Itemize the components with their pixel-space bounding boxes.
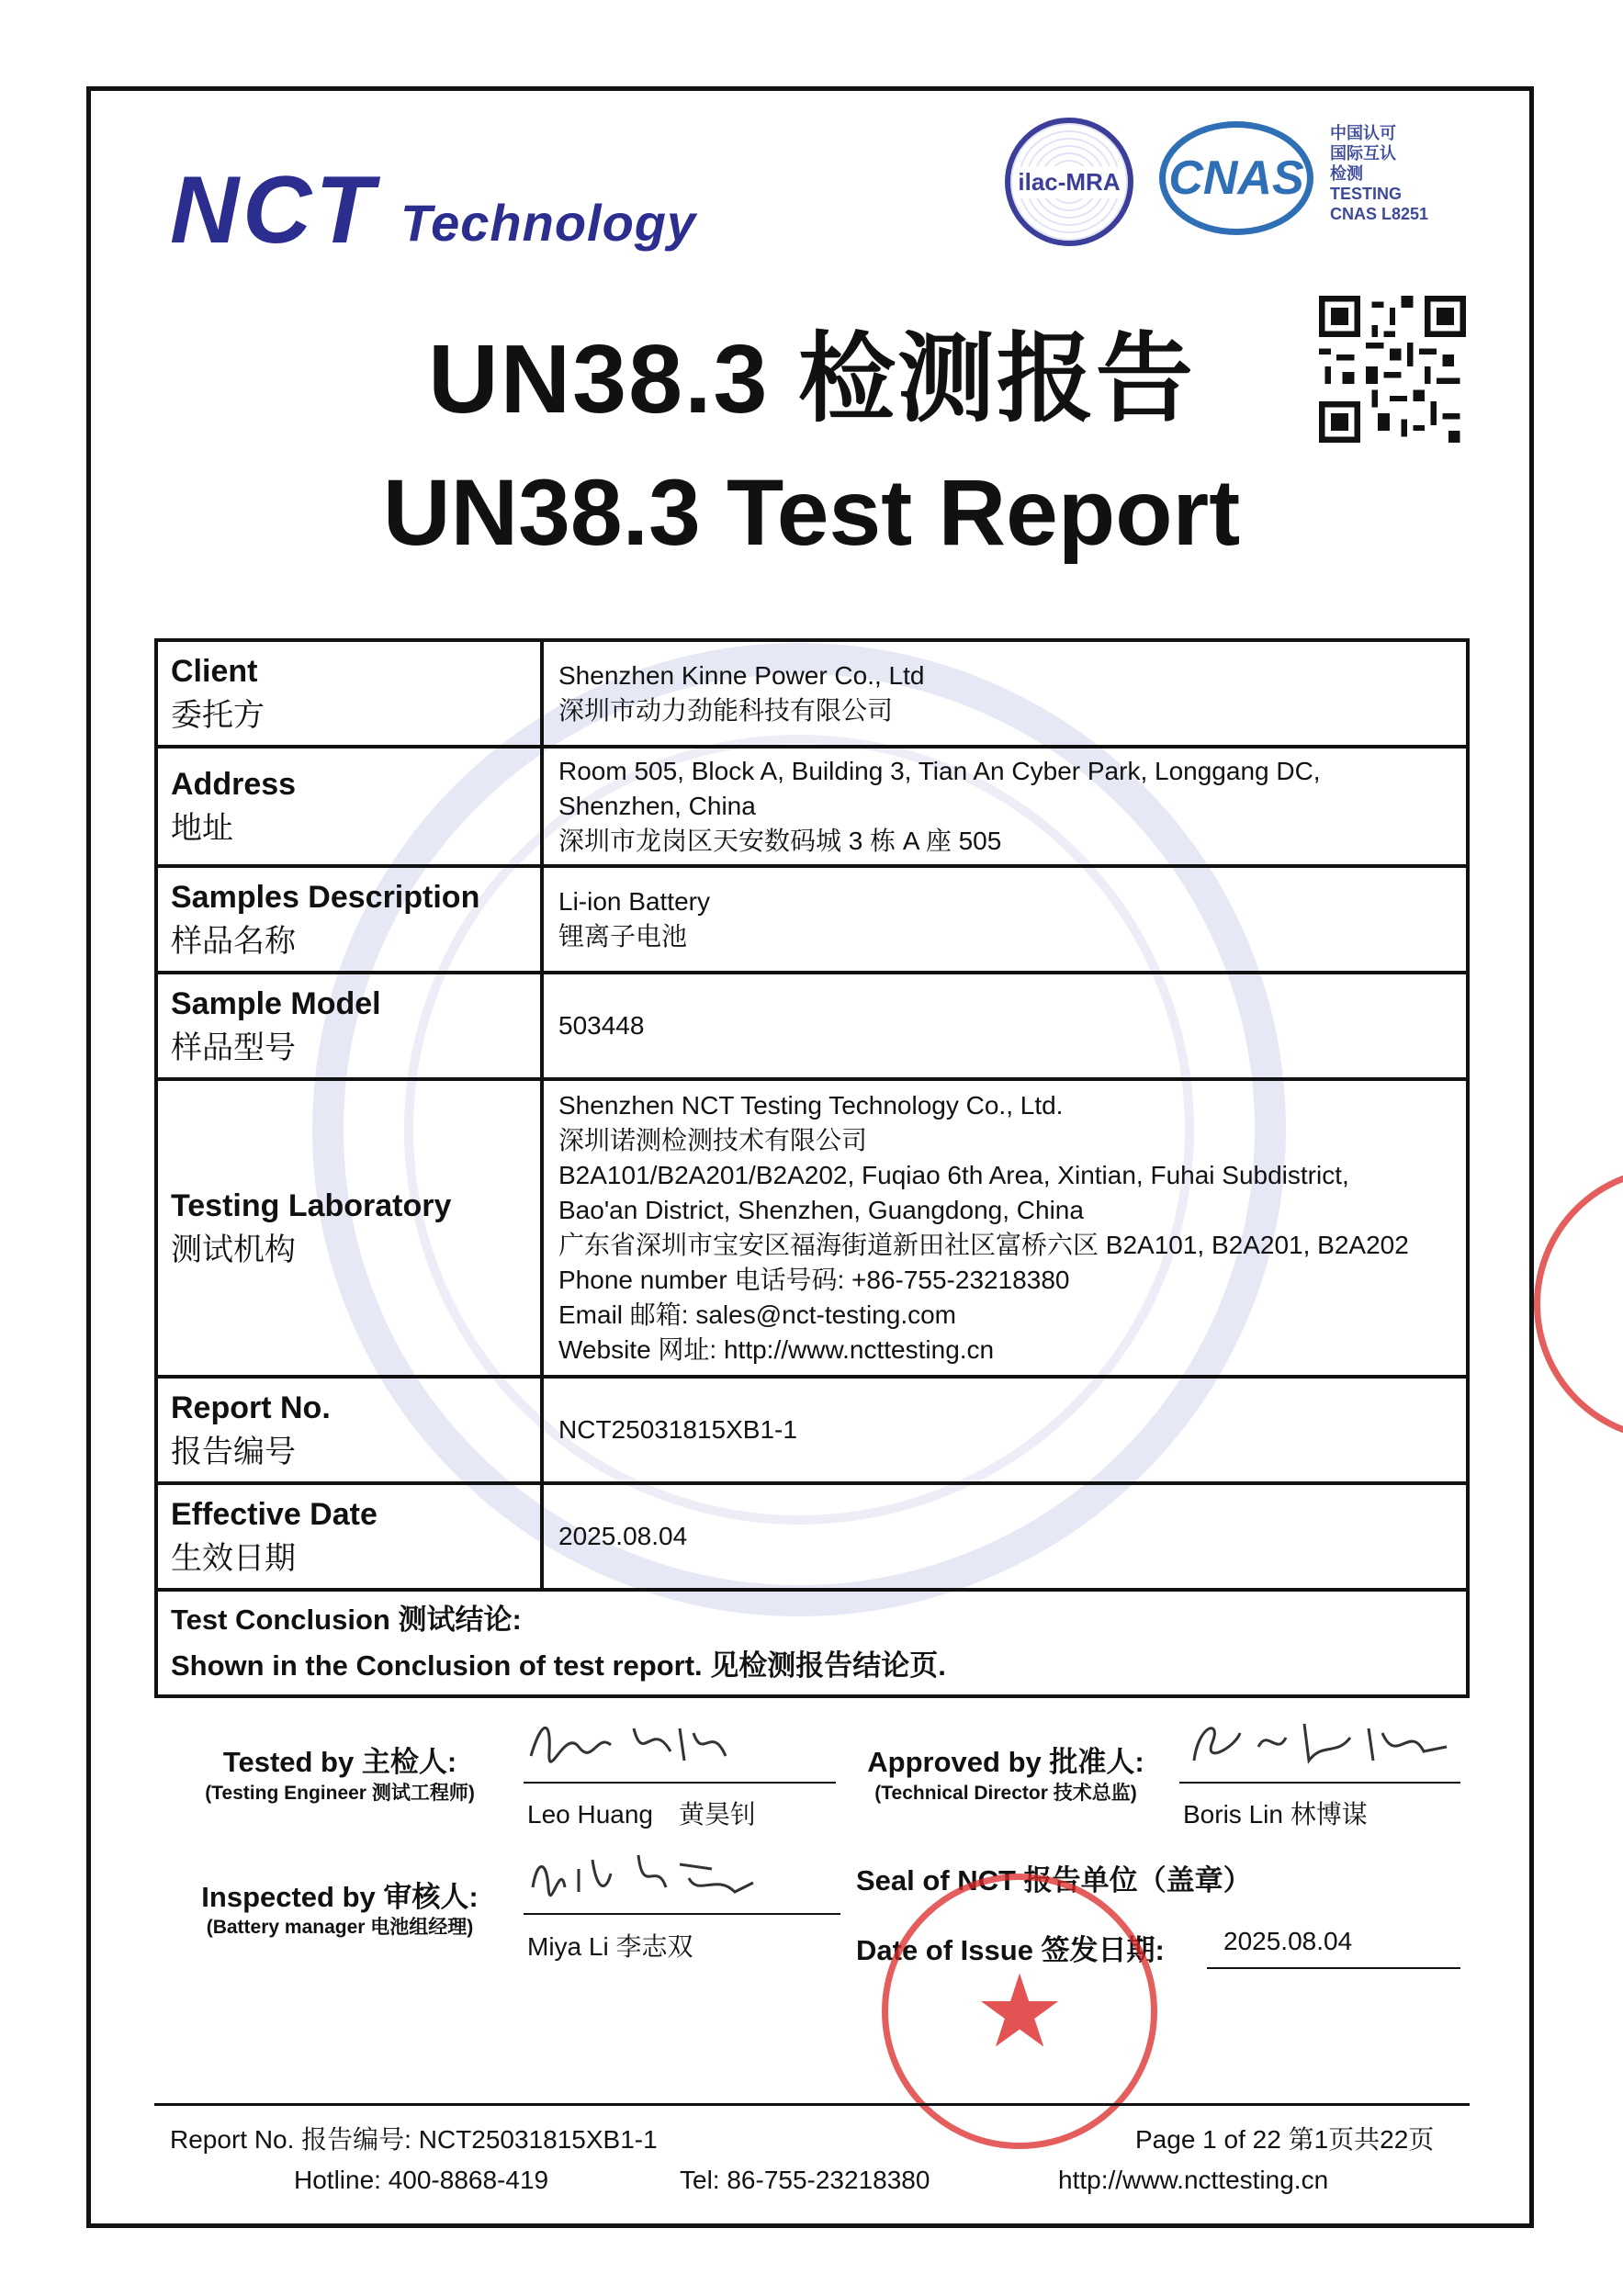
side-seal-stamp: [1534, 1166, 1623, 1442]
approved-by-name: Boris Lin 林博谋: [1183, 1800, 1368, 1829]
inspected-by-role: (Battery manager 电池组经理): [206, 1917, 474, 1938]
table-row: [156, 1079, 1468, 1377]
tested-by-signature-icon: [524, 1710, 735, 1774]
row-value: 503448: [542, 973, 1468, 1079]
tested-by-signature-line: [524, 1782, 836, 1784]
ilac-mra-badge: ilac-MRA: [1005, 118, 1133, 246]
table-row: [156, 1483, 1468, 1590]
footer-tel: Tel: 86-755-23218380: [680, 2166, 930, 2194]
seal-label: Seal of NCT 报告单位（盖章）: [856, 1864, 1252, 1896]
date-of-issue-label: Date of Issue 签发日期:: [856, 1934, 1165, 1966]
row-label: Sample Model 样品型号: [156, 973, 542, 1079]
approved-by-signature-icon: [1185, 1710, 1460, 1774]
approved-by-role: (Technical Director 技术总监): [874, 1783, 1137, 1804]
table-row: [156, 1377, 1468, 1483]
inspected-by-name: Miya Li 李志双: [527, 1932, 693, 1961]
nct-logo: NCT: [170, 157, 378, 264]
row-value: Room 505, Block A, Building 3, Tian An Cyber Park, Longgang DC, Shenzhen, China 深圳市龙岗区天安数码城 3 栋 A 座 505: [542, 747, 1468, 866]
row-value: NCT25031815XB1-1: [542, 1377, 1468, 1483]
table-row: [156, 973, 1468, 1079]
inspected-by-signature-line: [524, 1913, 840, 1915]
tested-by-label: Tested by 主检人:: [222, 1746, 457, 1778]
approved-by-signature-line: [1179, 1782, 1460, 1784]
row-label: Samples Description 样品名称: [156, 866, 542, 973]
date-of-issue-line: [1207, 1967, 1460, 1969]
row-value: Li-ion Battery 锂离子电池: [542, 866, 1468, 973]
row-label: Report No. 报告编号: [156, 1377, 542, 1483]
test-conclusion: Test Conclusion 测试结论: Shown in the Conclusion of test report. 见检测报告结论页.: [156, 1590, 1468, 1696]
row-value: Shenzhen NCT Testing Technology Co., Ltd. 深圳诺测检测技术有限公司 B2A101/B2A201/B2A202, Fuqiao 6th Area, Xintian, Fuhai Subdistrict, Bao'an District, Shenzhen, Guangdong, China 广东省深圳市宝安区福海街道新田社区富桥六区 B2A101, B2A201, B2A202 Phone number 电话号码: +86-755-23218380 Email 邮箱: sales@nct-testing.com Website 网址: http://www.ncttesting.cn: [542, 1079, 1468, 1377]
company-seal-stamp: [882, 1874, 1157, 2149]
nct-logo-subtitle: Technology: [400, 194, 697, 252]
conclusion-row: [156, 1590, 1468, 1696]
row-label: Testing Laboratory 测试机构: [156, 1079, 542, 1377]
report-info-table: [154, 638, 1470, 1698]
date-of-issue-value: 2025.08.04: [1223, 1927, 1353, 1955]
row-label: Address 地址: [156, 747, 542, 866]
footer-report-no: Report No. 报告编号: NCT25031815XB1-1: [170, 2125, 658, 2154]
row-value: 2025.08.04: [542, 1483, 1468, 1590]
inspected-by-label: Inspected by 审核人:: [201, 1881, 479, 1913]
title-chinese: UN38.3 检测报告: [428, 325, 1195, 433]
table-row: [156, 640, 1468, 747]
row-label: Effective Date 生效日期: [156, 1483, 542, 1590]
row-label: Client 委托方: [156, 640, 542, 747]
inspected-by-signature-icon: [528, 1841, 767, 1906]
table-row: [156, 866, 1468, 973]
approved-by-label: Approved by 批准人:: [867, 1746, 1144, 1778]
footer-hotline: Hotline: 400-8868-419: [294, 2166, 549, 2194]
footer-divider: [154, 2103, 1470, 2106]
cnas-accreditation-text: 中国认可 国际互认 检测 TESTING CNAS L8251: [1330, 124, 1429, 223]
stamp-star-icon: ★: [974, 1955, 1065, 2068]
tested-by-role: (Testing Engineer 测试工程师): [205, 1783, 475, 1804]
cnas-badge: CNAS: [1159, 121, 1313, 235]
row-value: Shenzhen Kinne Power Co., Ltd 深圳市动力劲能科技有限公司: [542, 640, 1468, 747]
footer-website[interactable]: http://www.ncttesting.cn: [1058, 2166, 1329, 2194]
table-row: [156, 747, 1468, 866]
footer-page-number: Page 1 of 22 第1页共22页: [1135, 2125, 1435, 2154]
title-english: UN38.3 Test Report: [382, 460, 1241, 565]
tested-by-name: Leo Huang 黄昊钊: [527, 1800, 757, 1829]
